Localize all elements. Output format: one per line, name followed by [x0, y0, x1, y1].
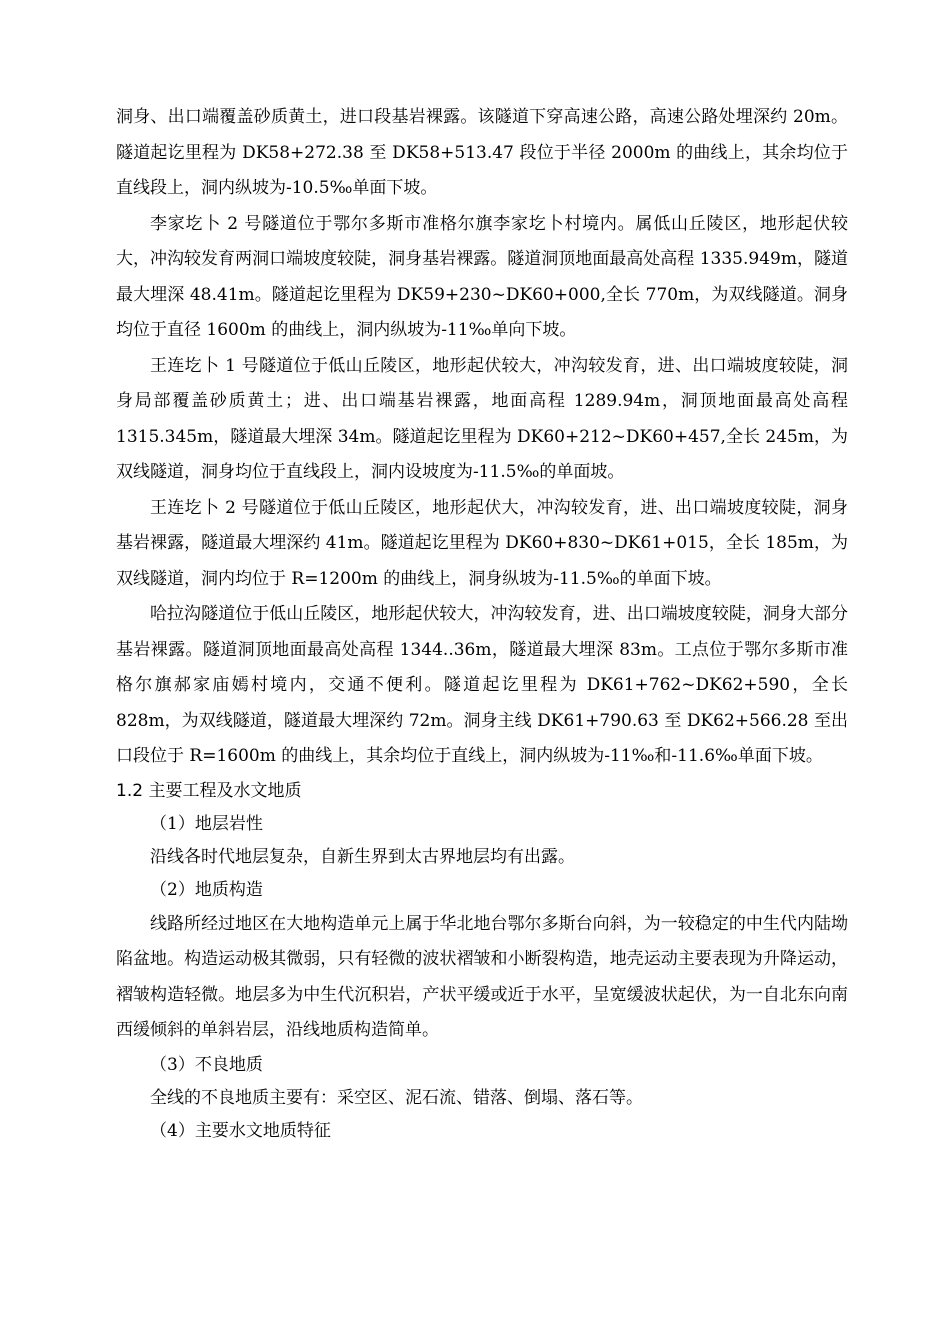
paragraph-wangliangebu-1-tunnel: 王连圪卜 1 号隧道位于低山丘陵区，地形起伏较大，冲沟较发育，进、出口端坡度较陡，洞身局部覆盖砂质黄土；进、出口端基岩裸露，地面高程 1289.94m，洞顶地面最高处高程 1315.345m，隧道最大埋深 34m。隧道起讫里程为 DK60+212~DK60+457,全长 245m，为双线隧道，洞身均位于直线段上，洞内设坡度为-11.5‰的单面坡。: [116, 355, 848, 482]
document-body: [116, 100, 848, 1148]
paragraph-tunnel-continued: 洞身、出口端覆盖砂质黄土，进口段基岩裸露。该隧道下穿高速公路，高速公路处埋深约 20m。隧道起讫里程为 DK58+272.38 至 DK58+513.47 段位于半径 2000m 的曲线上，其余均位于直线段上，洞内纵坡为-10.5‰单面下坡。: [116, 107, 848, 198]
subheading-strata-lithology: （1）地层岩性: [150, 813, 263, 834]
paragraph-wangliangebu-2-tunnel: 王连圪卜 2 号隧道位于低山丘陵区，地形起伏大，冲沟较发育，进、出口端坡度较陡，洞身基岩裸露，隧道最大埋深约 41m。隧道起讫里程为 DK60+830~DK61+015，全长 185m，为双线隧道，洞内均位于 R=1200m 的曲线上，洞身纵坡为-11.5‰的单面下坡。: [116, 497, 848, 589]
section-heading: 1.2 主要工程及水文地质: [116, 780, 302, 801]
paragraph-lijiagebu-2-tunnel: 李家圪卜 2 号隧道位于鄂尔多斯市准格尔旗李家圪卜村境内。属低山丘陵区，地形起伏较大，冲沟较发育两洞口端坡度较陡，洞身基岩裸露。隧道洞顶地面最高处高程 1335.949m，隧道最大埋深 48.41m。隧道起讫里程为 DK59+230~DK60+000,全长 770m，为双线隧道。洞身均位于直径 1600m 的曲线上，洞内纵坡为-11‰单向下坡。: [116, 213, 848, 340]
paragraph-geological-structure: 线路所经过地区在大地构造单元上属于华北地台鄂尔多斯台向斜，为一较稳定的中生代内陆坳陷盆地。构造运动极其微弱，只有轻微的波状褶皱和小断裂构造，地壳运动主要表现为升降运动，褶皱构造轻微。地层多为中生代沉积岩，产状平缓或近于水平，呈宽缓波状起伏，为一自北东向南西缓倾斜的单斜岩层，沿线地质构造简单。: [116, 913, 848, 1040]
subheading-hydrogeology: （4）主要水文地质特征: [150, 1120, 331, 1141]
paragraph-adverse-geology: 全线的不良地质主要有：采空区、泥石流、错落、倒塌、落石等。: [150, 1087, 643, 1108]
paragraph-strata-lithology: 沿线各时代地层复杂，自新生界到太古界地层均有出露。: [150, 846, 575, 867]
paragraph-halagou-tunnel: 哈拉沟隧道位于低山丘陵区，地形起伏较大，冲沟较发育，进、出口端坡度较陡，洞身大部分基岩裸露。隧道洞顶地面最高处高程 1344..36m，隧道最大埋深 83m。工点位于鄂尔多斯市准格尔旗郝家庙嫣村境内，交通不便利。隧道起讫里程为 DK61+762~DK62+590，全长 828m，为双线隧道，隧道最大埋深约 72m。洞身主线 DK61+790.63 至 DK62+566.28 至出口段位于 R=1600m 的曲线上，其余均位于直线上，洞内纵坡为-11‰和-11.6‰单面下坡。: [116, 604, 848, 766]
subheading-adverse-geology: （3）不良地质: [150, 1054, 263, 1075]
subheading-geological-structure: （2）地质构造: [150, 879, 263, 900]
